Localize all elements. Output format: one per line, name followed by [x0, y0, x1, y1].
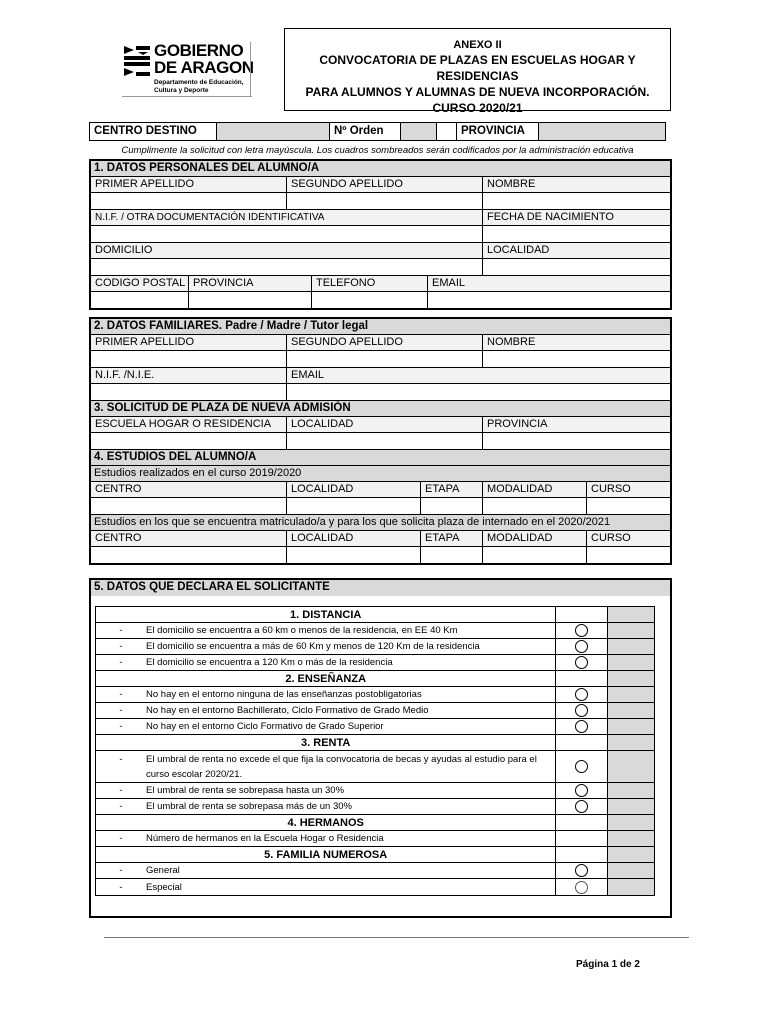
domicilio-field[interactable]: [91, 259, 483, 275]
dash: -: [119, 641, 123, 652]
option-label: Número de hermanos en la Escuela Hogar o Residencia: [146, 833, 384, 844]
option-row: [96, 783, 654, 799]
group-title: 4. HERMANOS: [96, 815, 556, 830]
logo: [122, 42, 254, 98]
option-label: El umbral de renta se sobrepasa más de un 30%: [146, 801, 352, 812]
dash: -: [119, 785, 123, 796]
s3-values: [91, 433, 670, 450]
estudios-centro-label: CENTRO: [91, 482, 287, 497]
logo-sub-2: Cultura y Deporte: [154, 86, 209, 94]
code-cell: [608, 847, 654, 862]
section-2-header: 2. DATOS FAMILIARES. Padre / Madre / Tutor legal: [91, 319, 670, 335]
domicilio-label: DOMICILIO: [91, 243, 483, 258]
familiar-nombre-field[interactable]: [483, 351, 670, 367]
option-row: [96, 687, 654, 703]
radio-renta-1[interactable]: [575, 760, 588, 773]
group-renta-header: [96, 735, 654, 751]
familiar-email-label: EMAIL: [291, 369, 325, 381]
centro-destino-label: CENTRO DESTINO: [90, 123, 217, 140]
code-cell: [608, 719, 654, 734]
annex-label: ANEXO II: [453, 39, 502, 51]
option-row: [96, 879, 654, 895]
option-label: El umbral de renta no excede el que fija la convocatoria de becas y ayudas al estudio para el curso escolar 2020/21.: [146, 754, 537, 780]
code-cell: [608, 607, 654, 622]
title-line-1: CONVOCATORIA DE PLAZAS EN ESCUELAS HOGAR Y RESIDENCIAS: [319, 53, 636, 83]
option-label: No hay en el entorno Ciclo Formativo de Grado Superior: [146, 721, 384, 732]
group-check-col: [556, 815, 608, 830]
group-familia-numerosa-header: [96, 847, 654, 863]
title-line-2: PARA ALUMNOS Y ALUMNAS DE NUEVA INCORPORACIÓN.: [305, 85, 650, 99]
dash: -: [119, 705, 123, 716]
nombre-label: NOMBRE: [487, 178, 536, 190]
option-row: [96, 719, 654, 735]
logo-title-2: DE ARAGON: [154, 58, 254, 77]
group-check-col: [556, 607, 608, 622]
section-datos-familiares: [89, 317, 672, 565]
familiar-primer-apellido-label: PRIMER APELLIDO: [91, 335, 287, 350]
localidad-label: LOCALIDAD: [487, 244, 550, 256]
matricula-curso-field[interactable]: [587, 547, 670, 563]
footer-divider: [104, 937, 689, 938]
s1-values-2: [91, 226, 670, 243]
s2-values-1: [91, 351, 670, 368]
s4-sub-1: Estudios realizados en el curso 2019/2020: [91, 466, 670, 482]
code-cell: [608, 831, 654, 846]
escuela-localidad-field[interactable]: [287, 433, 483, 449]
radio-ensenanza-3[interactable]: [575, 720, 588, 733]
option-row: [96, 799, 654, 815]
group-title: 5. FAMILIA NUMEROSA: [96, 847, 556, 862]
n-orden-label: Nº Orden: [330, 123, 401, 140]
code-cell: [608, 735, 654, 750]
nif-field[interactable]: [91, 226, 483, 242]
instructions-note: Cumplimente la solicitud con letra mayúscula. Los cuadros sombreados serán codificados por la administración educativa: [121, 145, 634, 156]
s4-labels-1: [91, 482, 670, 498]
s1-labels-4: [91, 276, 670, 292]
provincia-field[interactable]: [539, 123, 665, 140]
group-check-col: [556, 847, 608, 862]
radio-ensenanza-1[interactable]: [575, 688, 588, 701]
codigo-postal-label: CODIGO POSTAL: [91, 276, 189, 291]
estudios-localidad-label: LOCALIDAD: [287, 482, 421, 497]
estudios-modalidad-field[interactable]: [483, 498, 587, 514]
radio-distancia-2[interactable]: [575, 640, 588, 653]
localidad-field[interactable]: [483, 259, 670, 275]
estudios-etapa-label: ETAPA: [421, 482, 483, 497]
option-row: [96, 655, 654, 671]
dash: -: [119, 865, 123, 876]
familiar-email-field[interactable]: [287, 384, 670, 400]
provincia-alumno-label: PROVINCIA: [189, 276, 312, 291]
dash: -: [119, 625, 123, 636]
dash: -: [119, 881, 123, 893]
code-cell: [608, 655, 654, 670]
option-label: No hay en el entorno ninguna de las enseñanzas postobligatorias: [146, 689, 422, 700]
option-label: El domicilio se encuentra a 120 Km o más de la residencia: [146, 657, 393, 668]
email-label: EMAIL: [432, 277, 466, 289]
code-cell: [608, 799, 654, 814]
option-row: [96, 639, 654, 655]
hermanos-number-field[interactable]: [556, 831, 608, 846]
familiar-nombre-label: NOMBRE: [487, 336, 536, 348]
matricula-modalidad-label: MODALIDAD: [483, 531, 587, 546]
page-number: Página 1 de 2: [576, 959, 640, 970]
matricula-localidad-label: LOCALIDAD: [287, 531, 421, 546]
option-row: [96, 623, 654, 639]
group-distancia-header: [96, 607, 654, 623]
familiar-primer-apellido-field[interactable]: [91, 351, 287, 367]
option-row: [96, 863, 654, 879]
logo-title-1: GOBIERNO: [154, 41, 244, 60]
telefono-label: TELEFONO: [312, 276, 428, 291]
escuela-provincia-label: PROVINCIA: [487, 418, 548, 430]
code-cell: [608, 703, 654, 718]
radio-distancia-3[interactable]: [575, 656, 588, 669]
option-label: Especial: [146, 881, 182, 893]
title-box: [284, 28, 671, 115]
escuela-field[interactable]: [91, 433, 287, 449]
option-label: El domicilio se encuentra a 60 km o menos de la residencia, en EE 40 Km: [146, 625, 458, 636]
logo-department: [154, 79, 244, 94]
code-cell: [608, 671, 654, 686]
code-cell: [608, 815, 654, 830]
familiar-segundo-apellido-field[interactable]: [287, 351, 483, 367]
centro-destino-field[interactable]: [217, 123, 330, 140]
option-label: No hay en el entorno Bachillerato, Ciclo Formativo de Grado Medio: [146, 705, 429, 716]
code-cell: [608, 751, 654, 782]
radio-renta-2[interactable]: [575, 784, 588, 797]
group-title: 1. DISTANCIA: [96, 607, 556, 622]
primer-apellido-field[interactable]: [91, 193, 287, 209]
radio-renta-3[interactable]: [575, 800, 588, 813]
estudios-etapa-field[interactable]: [421, 498, 483, 514]
group-ensenanza-header: [96, 671, 654, 687]
familiar-nif-field[interactable]: [91, 384, 287, 400]
estudios-curso-field[interactable]: [587, 498, 670, 514]
code-cell: [608, 623, 654, 638]
s4-values-1: [91, 498, 670, 515]
matricula-etapa-field[interactable]: [421, 547, 483, 563]
section-1-header: 1. DATOS PERSONALES DEL ALUMNO/A: [91, 161, 670, 177]
dash: -: [119, 657, 123, 668]
radio-familia-especial[interactable]: [575, 881, 588, 894]
escuela-label: ESCUELA HOGAR O RESIDENCIA: [91, 417, 287, 432]
s1-values-4: [91, 292, 670, 308]
option-label: El umbral de renta se sobrepasa hasta un 30%: [146, 785, 345, 796]
option-row: [96, 751, 654, 783]
s2-labels-1: [91, 335, 670, 351]
matricula-curso-label: CURSO: [591, 532, 631, 544]
estudios-curso-label: CURSO: [591, 483, 631, 495]
matricula-modalidad-field[interactable]: [483, 547, 587, 563]
nif-label: N.I.F. / OTRA DOCUMENTACIÓN IDENTIFICATIVA: [91, 210, 483, 225]
fecha-nacimiento-field[interactable]: [483, 226, 670, 242]
radio-distancia-1[interactable]: [575, 624, 588, 637]
group-hermanos-header: [96, 815, 654, 831]
code-cell: [608, 783, 654, 798]
s4-values-2: [91, 547, 670, 563]
escuela-localidad-label: LOCALIDAD: [287, 417, 483, 432]
familiar-segundo-apellido-label: SEGUNDO APELLIDO: [287, 335, 483, 350]
radio-ensenanza-2[interactable]: [575, 704, 588, 717]
estudios-localidad-field[interactable]: [287, 498, 421, 514]
group-title: 3. RENTA: [96, 735, 556, 750]
option-row: [96, 831, 654, 847]
provincia-alumno-field[interactable]: [189, 292, 312, 308]
matricula-centro-field[interactable]: [91, 547, 287, 563]
title-line-3: CURSO 2020/21: [432, 101, 523, 115]
escuela-provincia-field[interactable]: [483, 433, 670, 449]
s4-sub-2: Estudios en los que se encuentra matriculado/a y para los que solicita plaza de internado en el 2020/2021: [91, 515, 670, 531]
section-5-header: 5. DATOS QUE DECLARA EL SOLICITANTE: [91, 580, 670, 596]
code-cell: [608, 879, 654, 895]
dash: -: [119, 754, 123, 765]
estudios-centro-field[interactable]: [91, 498, 287, 514]
group-check-col: [556, 671, 608, 686]
familiar-nif-label: N.I.F. /N.I.E.: [91, 368, 287, 383]
s1-values-3: [91, 259, 670, 276]
s1-labels-1: [91, 177, 670, 193]
s3-labels: [91, 417, 670, 433]
logo-underline: [122, 96, 252, 97]
s2-values-2: [91, 384, 670, 401]
segundo-apellido-field[interactable]: [287, 193, 483, 209]
option-row: [96, 703, 654, 719]
radio-familia-general[interactable]: [575, 864, 588, 877]
dash: -: [119, 833, 123, 844]
code-cell: [608, 687, 654, 702]
dash: -: [119, 689, 123, 700]
dash: -: [119, 801, 123, 812]
email-field[interactable]: [428, 292, 670, 308]
group-check-col: [556, 735, 608, 750]
code-cell: [608, 639, 654, 654]
centro-destino-row: [89, 122, 666, 141]
logo-sub-1: Departamento de Educación,: [154, 79, 244, 86]
option-label: General: [146, 865, 180, 876]
codigo-postal-field[interactable]: [91, 292, 189, 308]
section-3-header: 3. SOLICITUD DE PLAZA DE NUEVA ADMISIÓN: [91, 401, 670, 417]
nombre-field[interactable]: [483, 193, 670, 209]
declaration-table: [95, 606, 655, 896]
s4-labels-2: [91, 531, 670, 547]
s1-values-1: [91, 193, 670, 210]
aragon-logo-icon: [122, 44, 152, 78]
code-cell: [608, 863, 654, 878]
provincia-label: PROVINCIA: [457, 123, 539, 140]
s1-labels-2: [91, 210, 670, 226]
s2-labels-2: [91, 368, 670, 384]
matricula-centro-label: CENTRO: [91, 531, 287, 546]
spacer-cell: [437, 123, 457, 140]
telefono-field[interactable]: [312, 292, 428, 308]
estudios-modalidad-label: MODALIDAD: [483, 482, 587, 497]
matricula-etapa-label: ETAPA: [421, 531, 483, 546]
section-datos-personales: [89, 159, 672, 310]
fecha-nacimiento-label: FECHA DE NACIMIENTO: [487, 211, 614, 223]
n-orden-field[interactable]: [401, 123, 437, 140]
segundo-apellido-label: SEGUNDO APELLIDO: [287, 177, 483, 192]
option-label: El domicilio se encuentra a más de 60 Km y menos de 120 Km de la residencia: [146, 641, 480, 652]
dash: -: [119, 721, 123, 732]
group-title: 2. ENSEÑANZA: [96, 671, 556, 686]
s1-labels-3: [91, 243, 670, 259]
logo-side-line: [250, 42, 251, 97]
section-4-header: 4. ESTUDIOS DEL ALUMNO/A: [91, 450, 670, 466]
primer-apellido-label: PRIMER APELLIDO: [91, 177, 287, 192]
matricula-localidad-field[interactable]: [287, 547, 421, 563]
